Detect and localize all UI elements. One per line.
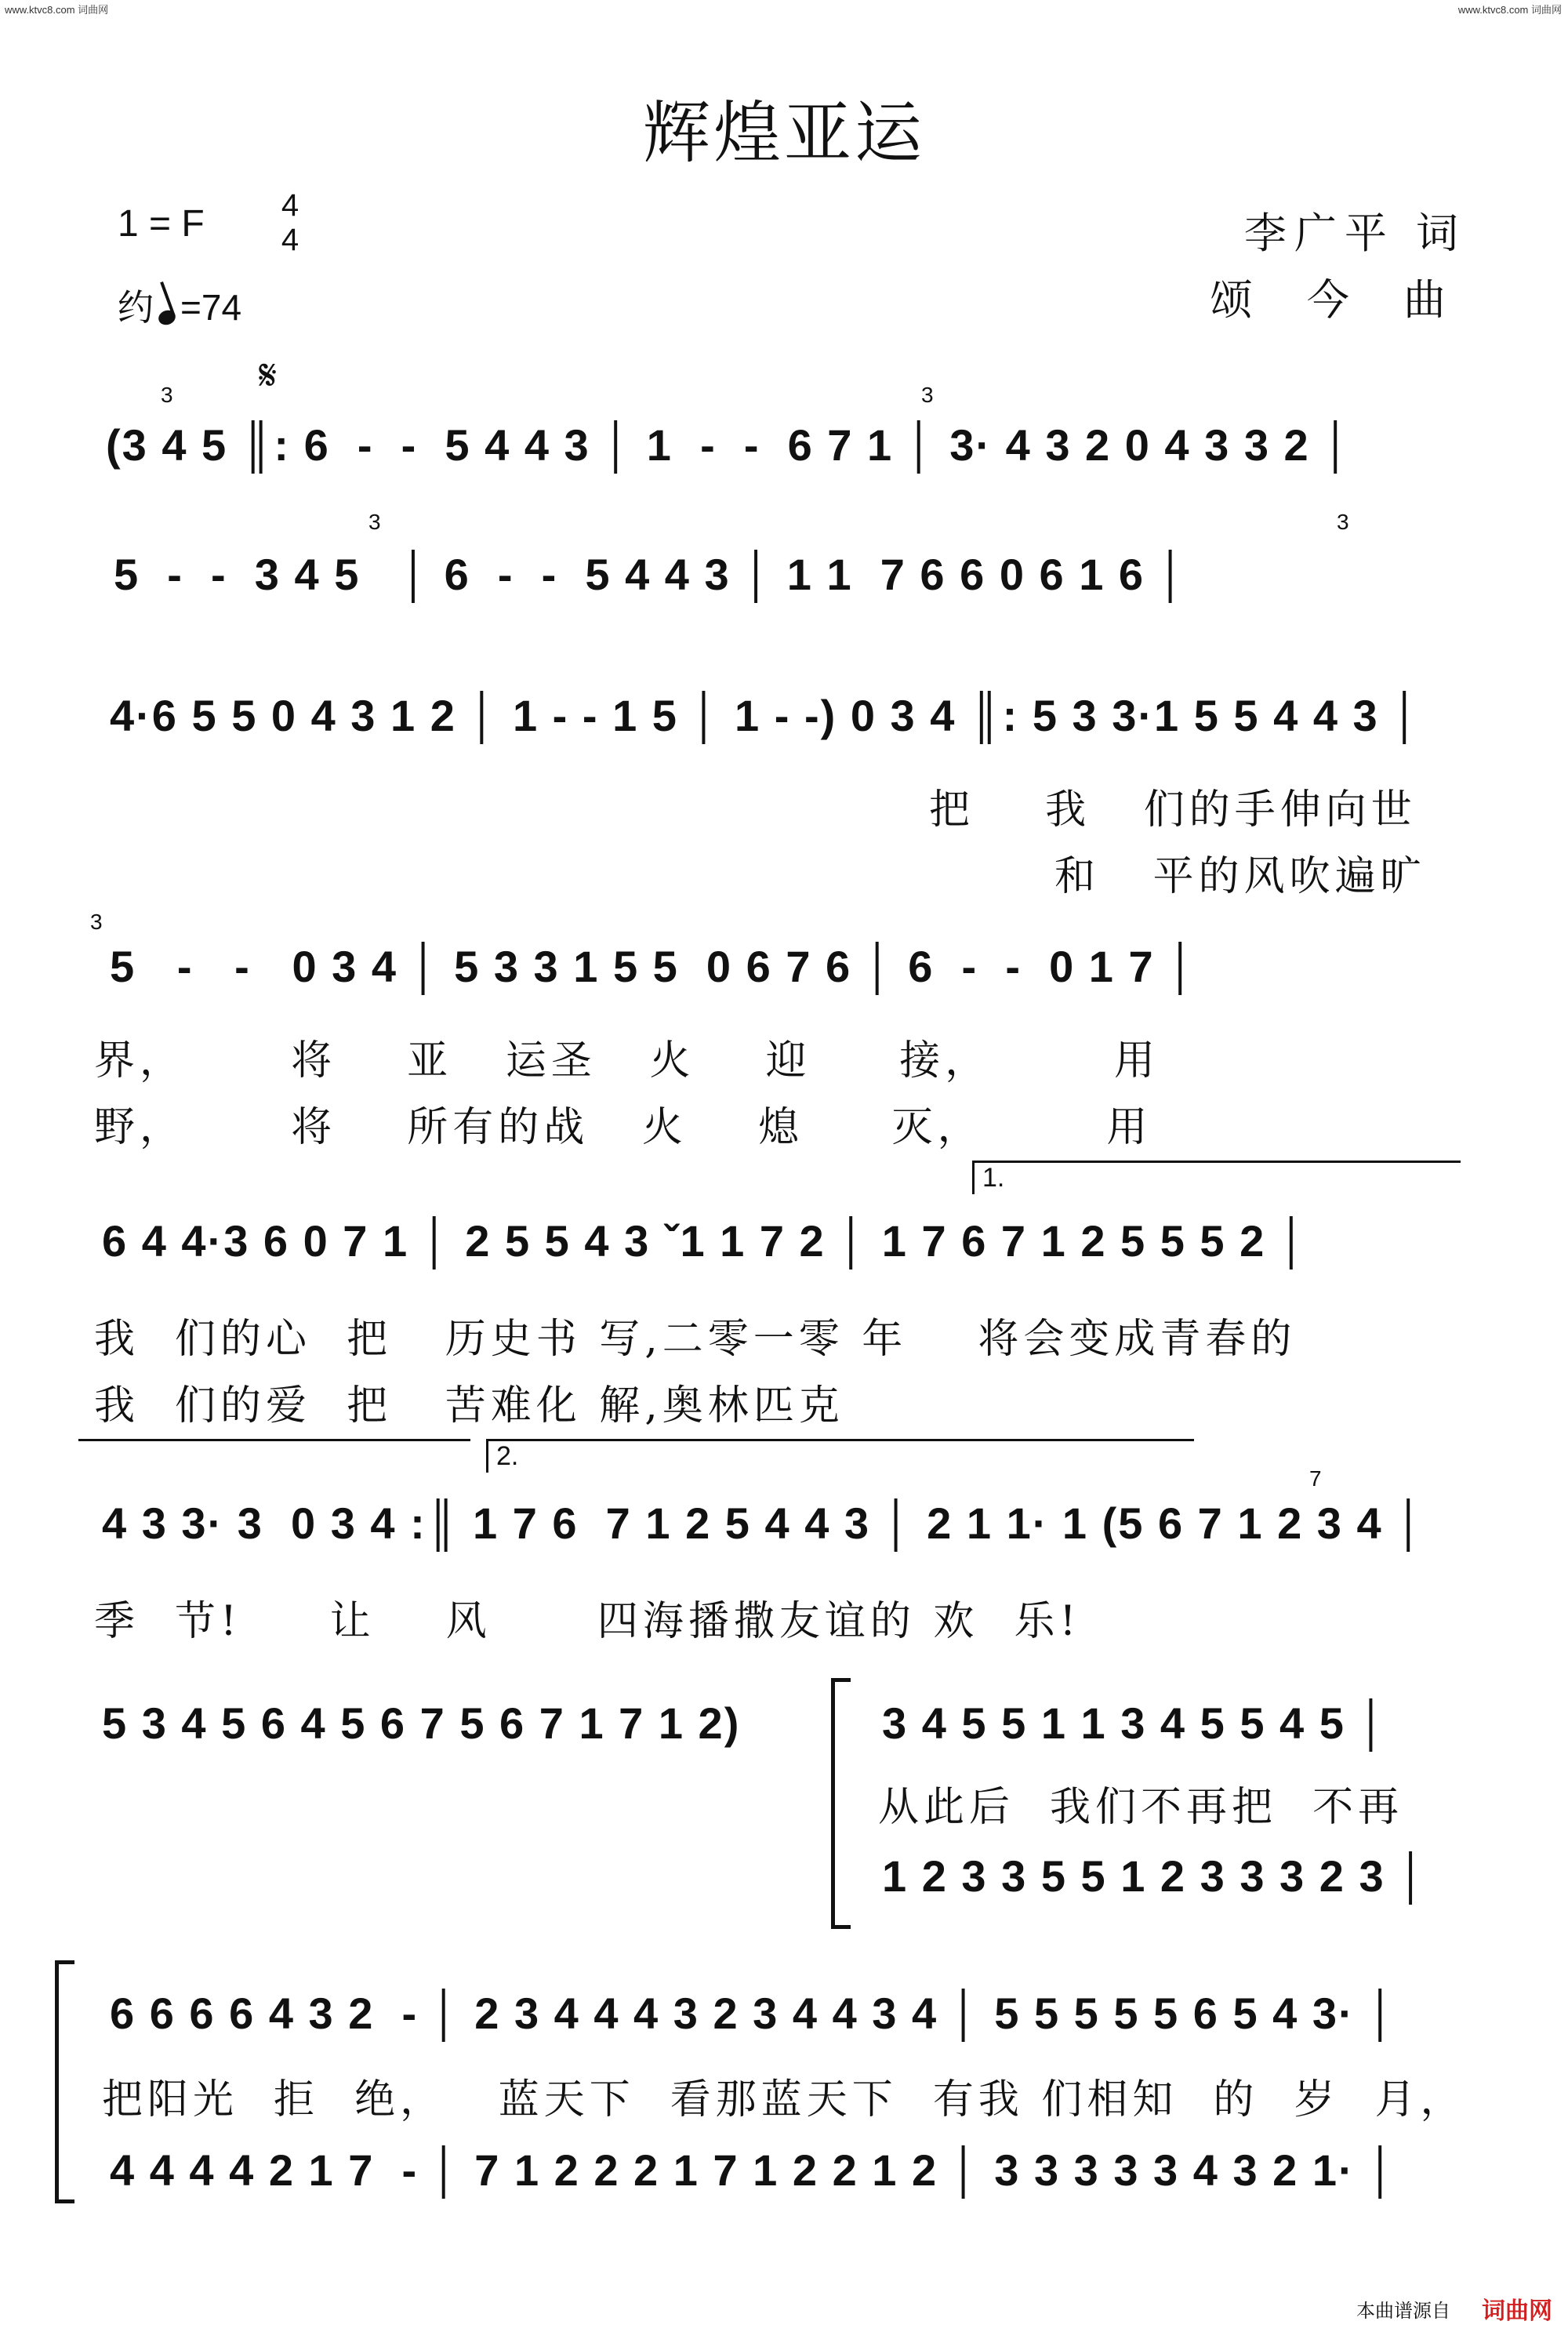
lyrics-row-4-verse-1: 界， 将 亚 运圣 火 迎 接， 用: [94, 1037, 1160, 1084]
tempo-marking: [118, 279, 241, 331]
footer-logo: 词曲网: [1482, 2298, 1552, 2324]
score-row-4: 5 - - 0 3 4 │ 5 3 3 1 5 5 0 6 7 6 │ 6 - - 0 1 7 │: [110, 942, 1198, 991]
grace-note-mark: 3: [90, 910, 103, 934]
lyricist-credit: 李广平 词: [1243, 209, 1466, 258]
triplet-mark: 3: [161, 383, 173, 407]
tempo-prefix: 约: [118, 287, 154, 328]
lyrics-row-3-verse-2: 和 平的风吹遍旷: [1054, 853, 1426, 900]
triplet-mark: 3: [368, 510, 381, 534]
triplet-mark: 3: [1337, 510, 1349, 534]
key-signature: 1 = F: [118, 203, 205, 245]
segno-sign: 𝄋: [259, 352, 278, 399]
time-signature: [274, 188, 306, 257]
site-watermark-left: www.ktvc8.com 词曲网: [5, 4, 109, 16]
system-bracket: [55, 1960, 74, 2203]
lyrics-row-5-verse-2: 我 们的爱 把 苦难化 解,奥林匹克: [94, 1382, 844, 1429]
song-title: 辉煌亚运: [643, 94, 925, 173]
score-row-3: 4·6 5 5 0 4 3 1 2 │ 1 - - 1 5 │ 1 - -) 0 3 4 ║: 5 3 3·1 5 5 4 4 3 │: [110, 691, 1422, 740]
time-signature-bottom: 4: [281, 223, 299, 257]
system-bracket: [831, 1678, 851, 1929]
composer-credit: 颂 今 曲: [1210, 275, 1466, 325]
score-row-8-harmony: 4 4 4 4 2 1 7 - │ 7 1 2 2 2 1 7 1 2 2 1 2 │ 3 3 3 3 3 4 3 2 1· │: [110, 2145, 1398, 2195]
quarter-note-icon: [157, 308, 178, 327]
score-row-5: 6 4 4·3 6 0 7 1 │ 2 5 5 4 3 ˇ1 1 7 2 │ 1 7 6 7 1 2 5 5 5 2 │: [102, 1216, 1308, 1266]
first-ending-continuation: [78, 1439, 470, 1441]
septuplet-mark: 7: [1309, 1466, 1322, 1491]
lyrics-row-8: 把阳光 拒 绝， 蓝天下 看那蓝天下 有我 们相知 的 岁 月，: [102, 2076, 1466, 2123]
first-ending-bracket: [972, 1161, 1461, 1194]
score-row-7-melody: 3 4 5 5 1 1 3 4 5 5 4 5 │: [882, 1698, 1388, 1748]
lyrics-row-3-verse-1: 把 我 们的手伸向世: [929, 786, 1417, 834]
score-row-6: 4 3 3· 3 0 3 4 :║ 1 7 6 7 1 2 5 4 4 3 │ 2 1 1· 1 (5 6 7 1 2 3 4 │: [102, 1498, 1426, 1548]
score-row-1: (3 4 5 ║: 6 - - 5 4 4 3 │ 1 - - 6 7 1 │ 3· 4 3 2 0 4 3 3 2 │: [106, 420, 1353, 470]
footer-source-text: 本曲谱源自: [1356, 2301, 1450, 2322]
tempo-value: =74: [180, 287, 242, 328]
lyrics-row-6: 季 节! 让 风 四海播撒友谊的 欢 乐!: [94, 1598, 1081, 1645]
score-row-7-harmony: 1 2 3 3 5 5 1 2 3 3 3 2 3 │: [882, 1851, 1428, 1901]
first-ending-label: 1.: [982, 1163, 1005, 1193]
site-watermark-right: www.ktvc8.com 词曲网: [1457, 4, 1562, 16]
second-ending-bracket: [486, 1439, 1194, 1473]
lyrics-row-4-verse-2: 野， 将 所有的战 火 熄 灭， 用: [94, 1104, 1152, 1151]
lyrics-row-5-verse-1: 我 们的心 把 历史书 写,二零一零 年 将会变成青春的: [94, 1316, 1297, 1363]
time-signature-top: 4: [281, 188, 299, 223]
score-row-2: 5 - - 3 4 5 │ 6 - - 5 4 4 3 │ 1 1 7 6 6 0 6 1 6 │: [114, 550, 1188, 599]
second-ending-label: 2.: [496, 1441, 519, 1471]
score-row-7-intro: 5 3 4 5 6 4 5 6 7 5 6 7 1 7 1 2): [102, 1698, 741, 1748]
score-row-8-melody: 6 6 6 6 4 3 2 - │ 2 3 4 4 4 3 2 3 4 4 3 4 │ 5 5 5 5 5 6 5 4 3· │: [110, 1989, 1398, 2038]
triplet-mark: 3: [921, 383, 934, 407]
lyrics-row-7: 从此后 我们不再把 不再: [878, 1784, 1404, 1831]
